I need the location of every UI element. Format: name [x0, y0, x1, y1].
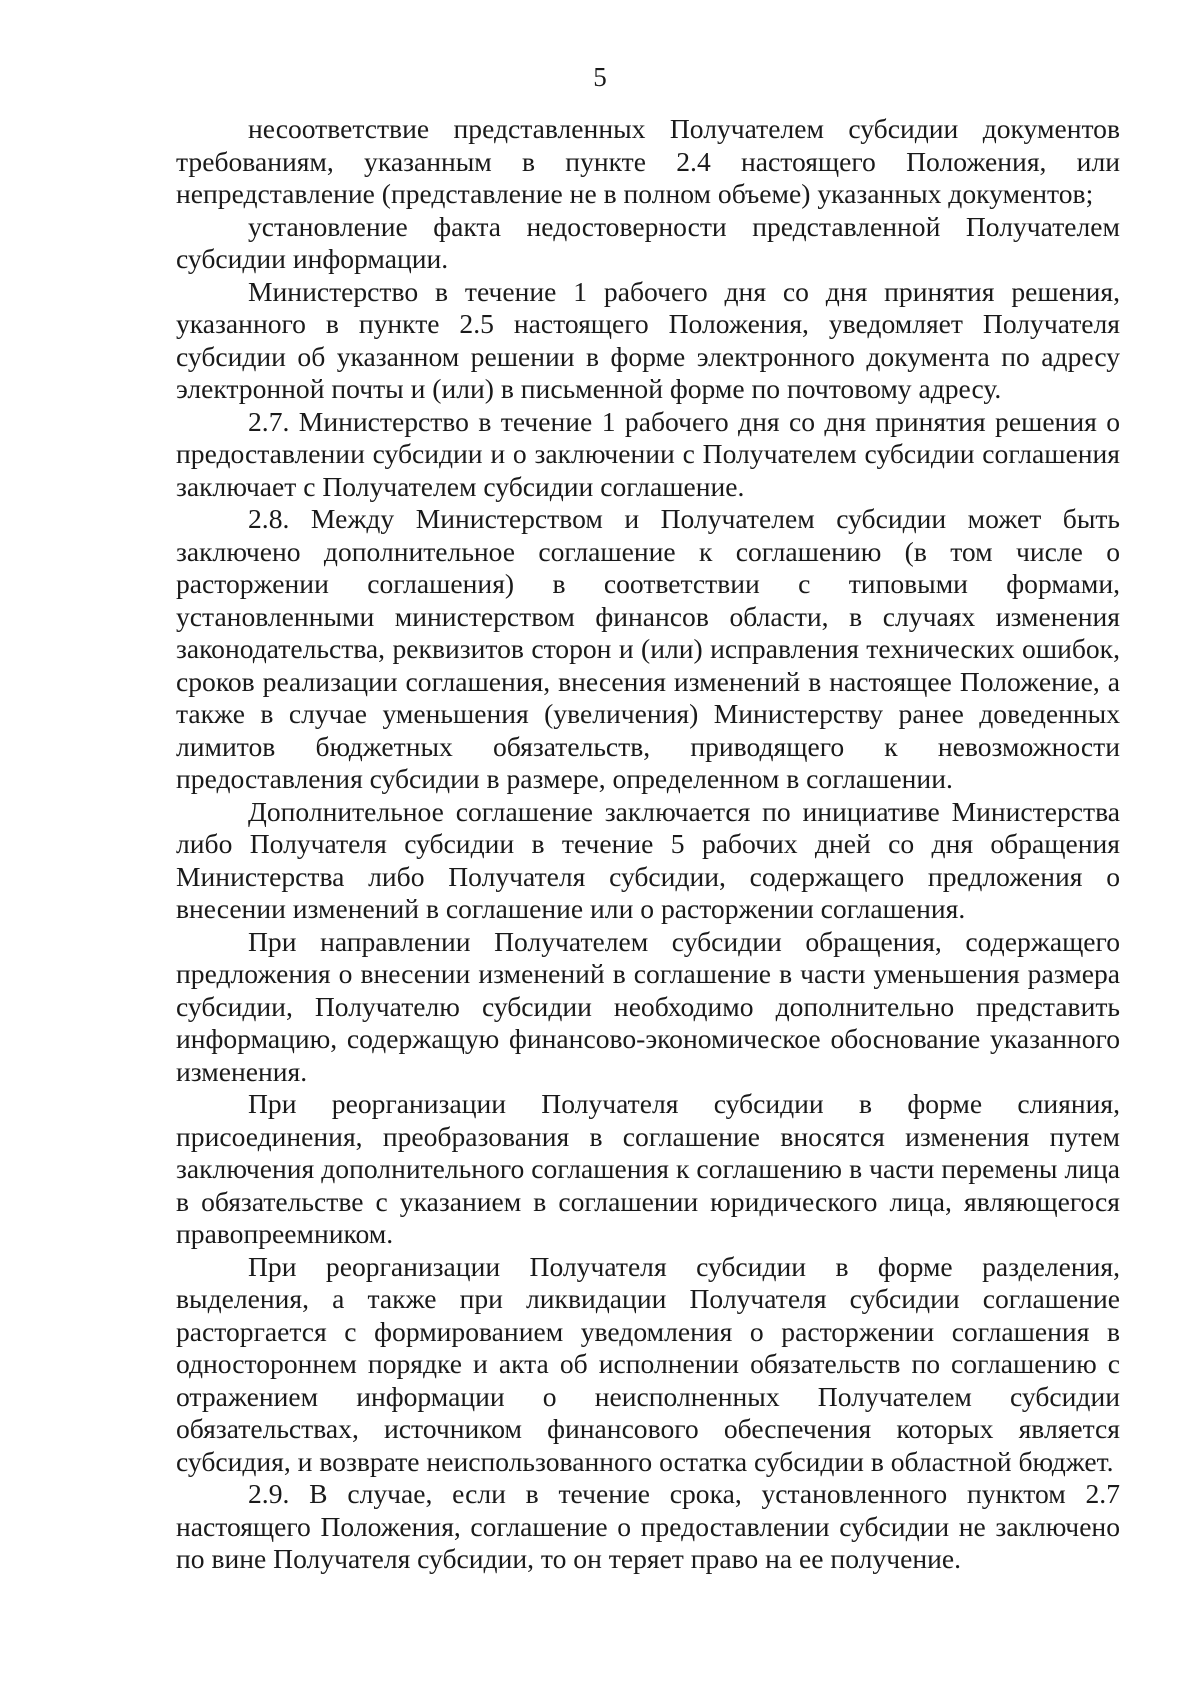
paragraph-4: 2.7. Министерство в течение 1 рабочего дня со дня принятия решения о предоставлении субсидии и о заключении с Получателем субсидии соглашения заключает с Получателем субсидии соглашение. — [176, 405, 1120, 502]
paragraph-5: 2.8. Между Министерством и Получателем субсидии может быть заключено дополнительное соглашение к соглашению (в том числе о расторжении соглашения) в соответствии с типовыми формами, установленными министерством финансов области, в случаях изменения законодательства, реквизитов сторон и (или) исправления технических ошибок, сроков реализации соглашения, внесения изменений в настоящее Положение, а также в случае уменьшения (увеличения) Министерству ранее доведенных лимитов бюджетных обязательств, приводящего к невозможности предоставления субсидии в размере, определенном в соглашении. — [176, 503, 1120, 794]
paragraph-3: Министерство в течение 1 рабочего дня со дня принятия решения, указанного в пункте 2.5 настоящего Положения, уведомляет Получателя субсидии об указанном решении в форме электронного документа по адресу электронной почты и (или) в письменной форме по почтовому адресу. — [176, 275, 1120, 404]
document-body — [176, 113, 1120, 1576]
paragraph-10: 2.9. В случае, если в течение срока, установленного пунктом 2.7 настоящего Положения, соглашение о предоставлении субсидии не заключено по вине Получателя субсидии, то он теряет право на ее получение. — [176, 1478, 1120, 1574]
paragraph-6: Дополнительное соглашение заключается по инициативе Министерства либо Получателя субсидии в течение 5 рабочих дней со дня обращения Министерства либо Получателя субсидии, содержащего предложения о внесении изменений в соглашение или о расторжении соглашения. — [176, 795, 1120, 924]
paragraph-8: При реорганизации Получателя субсидии в форме слияния, присоединения, преобразования в соглашение вносятся изменения путем заключения дополнительного соглашения к соглашению в части перемены лица в обязательстве с указанием в соглашении юридического лица, являющегося правопреемником. — [176, 1088, 1120, 1249]
page-number: 5 — [593, 62, 607, 92]
paragraph-9: При реорганизации Получателя субсидии в форме разделения, выделения, а также при ликвидации Получателя субсидии соглашение расторгается с формированием уведомления о расторжении соглашения в одностороннем порядке и акта об исполнении обязательств по соглашению с отражением информации о неисполненных Получателем субсидии обязательствах, источником финансового обеспечения которых является субсидия, и возврате неиспользованного остатка субсидии в областной бюджет. — [176, 1250, 1120, 1477]
paragraph-1: несоответствие представленных Получателем субсидии документов требованиям, указанным в пункте 2.4 настоящего Положения, или непредставление (представление не в полном объеме) указанных документов; — [176, 113, 1120, 209]
paragraph-7: При направлении Получателем субсидии обращения, содержащего предложения о внесении изменений в соглашение в части уменьшения размера субсидии, Получателю субсидии необходимо дополнительно представить информацию, содержащую финансово-экономическое обоснование указанного изменения. — [176, 925, 1120, 1087]
paragraph-2: установление факта недостоверности представленной Получателем субсидии информации. — [176, 210, 1120, 274]
